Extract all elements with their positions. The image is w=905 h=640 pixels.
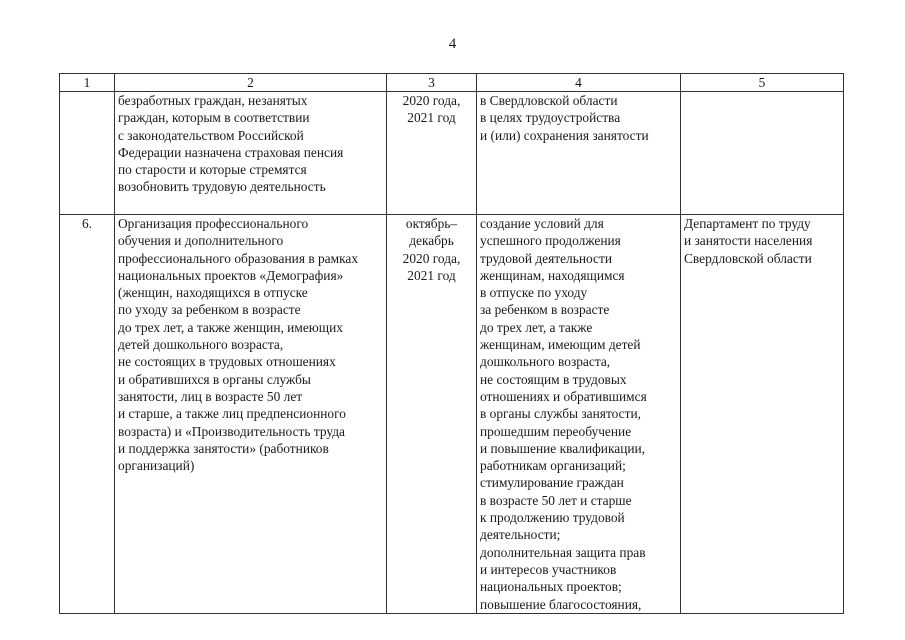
measure-line: с законодательством Российской <box>118 127 304 143</box>
result-line: в целях трудоустройства <box>480 110 621 126</box>
responsible-line: и занятости населения <box>684 233 813 249</box>
column-header-3: 3 <box>387 74 477 92</box>
result-line: в Свердловской области <box>480 93 618 108</box>
result-line: деятельности; <box>480 527 561 543</box>
row-number-cell <box>60 92 115 215</box>
result-line: дошкольного возраста, <box>480 354 611 370</box>
column-header-4: 4 <box>477 74 681 92</box>
table-row <box>60 92 844 215</box>
measures-table <box>59 73 844 614</box>
result-line: в органы службы занятости, <box>480 406 641 422</box>
measure-line: профессионального образования в рамках <box>118 250 359 266</box>
measure-line: и обратившихся в органы службы <box>118 371 311 387</box>
measure-line: по уходу за ребенком в возрасте <box>118 302 301 318</box>
period-cell <box>387 92 477 215</box>
measure-line: детей дошкольного возраста, <box>118 337 284 353</box>
result-line: трудовой деятельности <box>480 250 612 266</box>
period-line: 2020 года, <box>402 93 461 108</box>
measure-line: занятости, лиц в возрасте 50 лет <box>118 388 303 404</box>
period-line: октябрь– <box>405 216 458 231</box>
page-number: 4 <box>448 36 457 52</box>
period-line: 2021 год <box>407 110 456 126</box>
result-line: не состоящим в трудовых <box>480 371 627 387</box>
result-line: и интересов участников <box>480 561 617 577</box>
measure-line: национальных проектов «Демография» <box>118 267 344 283</box>
period-line: декабрь <box>409 233 454 249</box>
measure-line: граждан, которым в соответствии <box>118 110 310 126</box>
measure-line: (женщин, находящихся в отпуске <box>118 285 308 301</box>
result-line: и (или) сохранения занятости <box>480 127 649 143</box>
header-row <box>60 74 844 92</box>
result-line: прошедшим переобучение <box>480 423 632 439</box>
responsible-line: Департамент по труду <box>684 216 811 231</box>
result-line: стимулирование граждан <box>480 475 624 491</box>
result-line: создание условий для <box>480 216 604 231</box>
result-line: в возрасте 50 лет и старше <box>480 492 632 508</box>
measure-line: и поддержка занятости» (работников <box>118 440 329 456</box>
measure-line: возобновить трудовую деятельность <box>118 179 326 195</box>
result-cell <box>477 92 681 215</box>
result-line: национальных проектов; <box>480 579 622 595</box>
measure-line: Организация профессионального <box>118 216 309 231</box>
result-line: работникам организаций; <box>480 458 626 474</box>
period-line: 2020 года, <box>402 250 461 266</box>
result-line: до трех лет, а также <box>480 319 593 335</box>
measure-line: по старости и которые стремятся <box>118 162 307 178</box>
measure-line: Федерации назначена страховая пенсия <box>118 144 344 160</box>
result-line: к продолжению трудовой <box>480 510 625 526</box>
measure-line: и старше, а также лиц предпенсионного <box>118 406 346 422</box>
result-line: отношениях и обратившимся <box>480 388 647 404</box>
column-header-5: 5 <box>681 74 844 92</box>
result-line: и повышение квалификации, <box>480 440 646 456</box>
result-line: женщинам, находящимся <box>480 267 625 283</box>
result-cell <box>477 215 681 614</box>
measure-line: не состоящих в трудовых отношениях <box>118 354 336 370</box>
column-header-1: 1 <box>60 74 115 92</box>
responsible-line: Свердловской области <box>684 250 812 266</box>
result-line: успешного продолжения <box>480 233 621 249</box>
period-cell <box>387 215 477 614</box>
result-line: повышение благосостояния, <box>480 596 642 612</box>
measure-line: обучения и дополнительного <box>118 233 284 249</box>
measure-cell <box>115 215 387 614</box>
result-line: в отпуске по уходу <box>480 285 588 301</box>
measure-line: возраста) и «Производительность труда <box>118 423 345 439</box>
result-line: дополнительная защита прав <box>480 544 646 560</box>
measure-line: безработных граждан, незанятых <box>118 93 308 108</box>
responsible-cell <box>681 92 844 215</box>
measure-line: до трех лет, а также женщин, имеющих <box>118 319 343 335</box>
period-line: 2021 год <box>407 267 456 283</box>
responsible-cell <box>681 215 844 614</box>
column-header-2: 2 <box>115 74 387 92</box>
row-number-cell: 6. <box>60 215 115 614</box>
measure-line: организаций) <box>118 458 195 474</box>
measure-cell <box>115 92 387 215</box>
result-line: за ребенком в возрасте <box>480 302 610 318</box>
result-line: женщинам, имеющим детей <box>480 337 641 353</box>
table-row <box>60 215 844 614</box>
